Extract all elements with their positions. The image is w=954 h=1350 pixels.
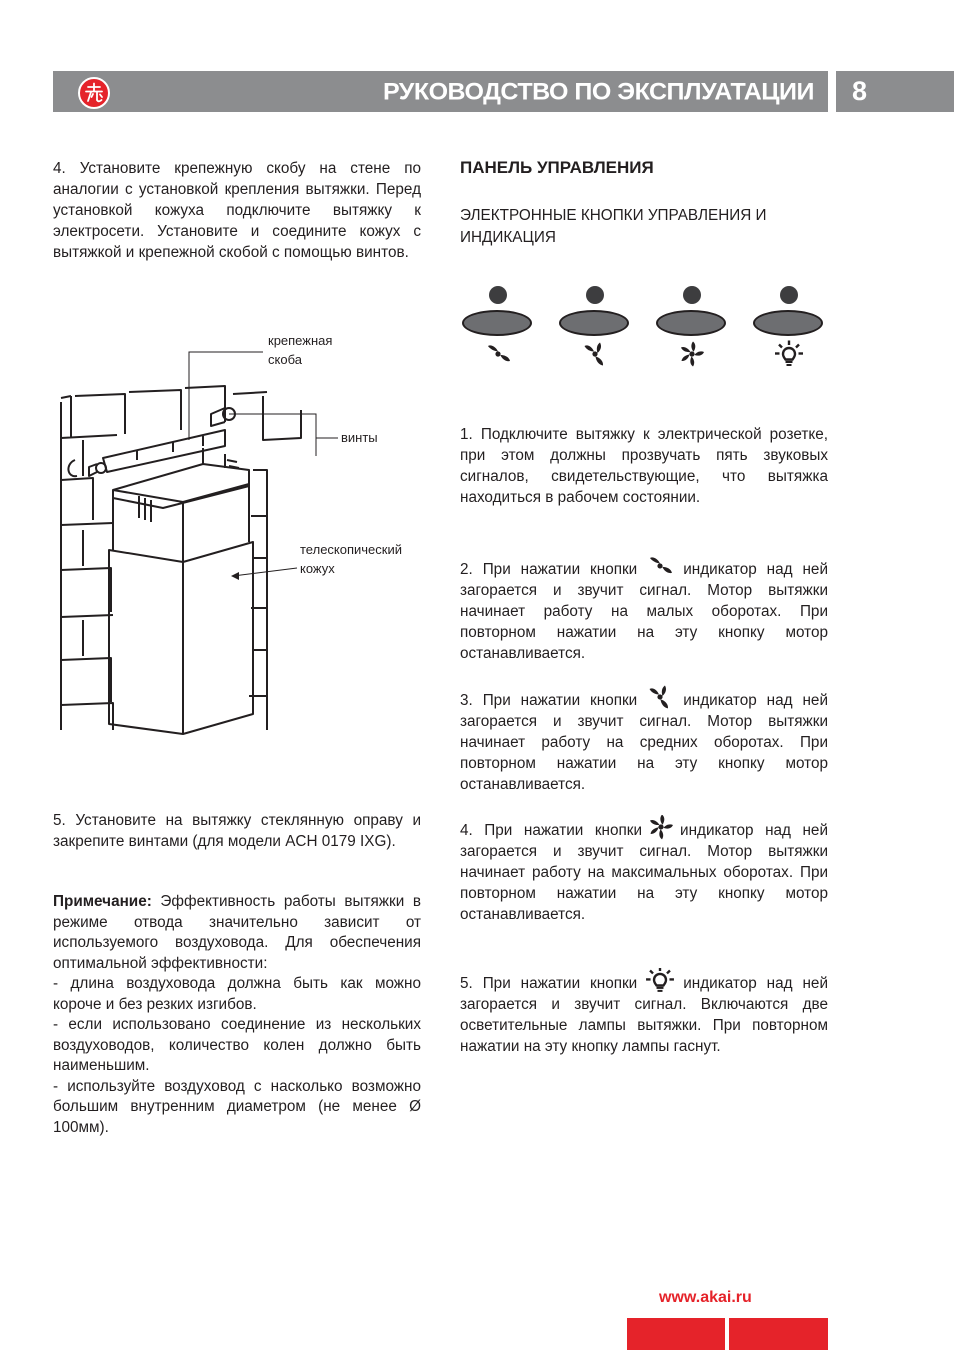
panel-step-5-end: индикатор над ней загорается и звучит сигнал. Включаются две осветительные лампы вытяжки. При повторном нажатии на эту кнопку лампы гаснут. [460,975,828,1055]
fan-high-icon [644,815,678,841]
panel-step-2 [460,554,828,664]
note-bullet-1: - длина воздуховода должна быть как можно короче и без резких изгибов. [53,975,421,1013]
indicator-led [586,286,604,304]
footer-accent-block [627,1318,725,1350]
note-bullet-3: - используйте воздуховод с насколько возможно большим внутренним диаметром (не менее Ø 100мм). [53,1077,421,1136]
button-pad[interactable] [462,310,532,336]
panel-step-4 [460,815,828,925]
fan-medium-icon [579,338,611,370]
panel-step-5-start: 5. При нажатии кнопки [460,975,638,992]
indicator-led [489,286,507,304]
panel-step-2-start: 2. При нажатии кнопки [460,561,638,578]
light-icon [643,968,677,994]
panel-step-3-start: 3. При нажатии кнопки [460,692,638,709]
page-number-box [836,71,954,112]
install-step-4: 4. Установите крепежную скобу на стене по аналогии с установкой крепления вытяжки. Перед установкой кожуха подключите вытяжку к электросети. Установите и соедините кожух с вытяжкой и крепежной скобой с помощью винтов. [53,160,421,261]
footer-accent-block [729,1318,828,1350]
label-casing [300,540,402,578]
section-title: ПАНЕЛЬ УПРАВЛЕНИЯ [460,158,654,177]
fan-medium-button[interactable] [559,286,631,372]
button-pad[interactable] [753,310,823,336]
panel-step-2-end: индикатор над ней загорается и звучит сигнал. Мотор вытяжки начинает работу на малых оборотах. При повторном нажатии на эту кнопку мотор останавливается. [460,561,828,662]
panel-step-5 [460,968,828,1057]
label-bracket-line1: крепежная [268,333,333,348]
header-bar [53,71,828,112]
indicator-led [683,286,701,304]
note-text: Эффективность работы вытяжки в режиме отвода значительно зависит от используемого воздуховода. Для обеспечения оптимальной эффективности: [53,893,421,972]
header-title: РУКОВОДСТВО ПО ЭКСПЛУАТАЦИИ [382,78,814,106]
section-subtitle: ЭЛЕКТРОННЫЕ КНОПКИ УПРАВЛЕНИЯ И ИНДИКАЦИЯ [460,207,767,246]
install-step-5: 5. Установите на вытяжку стеклянную оправу и закрепите винтами (для модели ACH 0179 IXG). [53,812,421,850]
panel-step-4-end: индикатор над ней загорается и звучит сигнал. Мотор вытяжки начинает работу на максимальных оборотах. При повторном нажатии на эту кнопку мотор останавливается. [460,822,828,923]
fan-low-icon [482,338,514,370]
indicator-led [780,286,798,304]
fan-low-icon [643,554,677,580]
fan-high-button[interactable] [656,286,728,372]
note-label: Примечание: [53,893,152,910]
panel-step-3-end: индикатор над ней загорается и звучит сигнал. Мотор вытяжки начинает работу на средних оборотах. При повторном нажатии на эту кнопку мотор останавливается. [460,692,828,793]
page-number: 8 [852,76,868,106]
button-pad[interactable] [656,310,726,336]
label-screws: винты [341,430,378,445]
panel-step-3 [460,685,828,795]
fan-medium-icon [643,685,677,711]
akai-logo-icon [78,77,110,109]
panel-step-4-start: 4. При нажатии кнопки [460,822,643,839]
button-pad[interactable] [559,310,629,336]
note-bullet-2: - если использовано соединение из нескольких воздуховодов, количество колен должно быть наименьшим. [53,1016,421,1074]
label-bracket [268,331,332,369]
note [53,892,421,1138]
label-bracket-line2: скоба [268,352,302,367]
panel-step-1: 1. Подключите вытяжку к электрической розетке, при этом должны прозвучать пять звуковых сигналов, свидетельствующие, что вытяжка находиться в рабочем состоянии. [460,426,828,506]
footer-url[interactable]: www.akai.ru [659,1289,752,1306]
label-casing-line1: телескопический [300,542,403,557]
light-button[interactable] [753,286,825,372]
label-casing-line2: кожух [300,561,335,576]
light-icon [773,338,805,370]
fan-low-button[interactable] [462,286,534,372]
fan-high-icon [676,338,708,370]
